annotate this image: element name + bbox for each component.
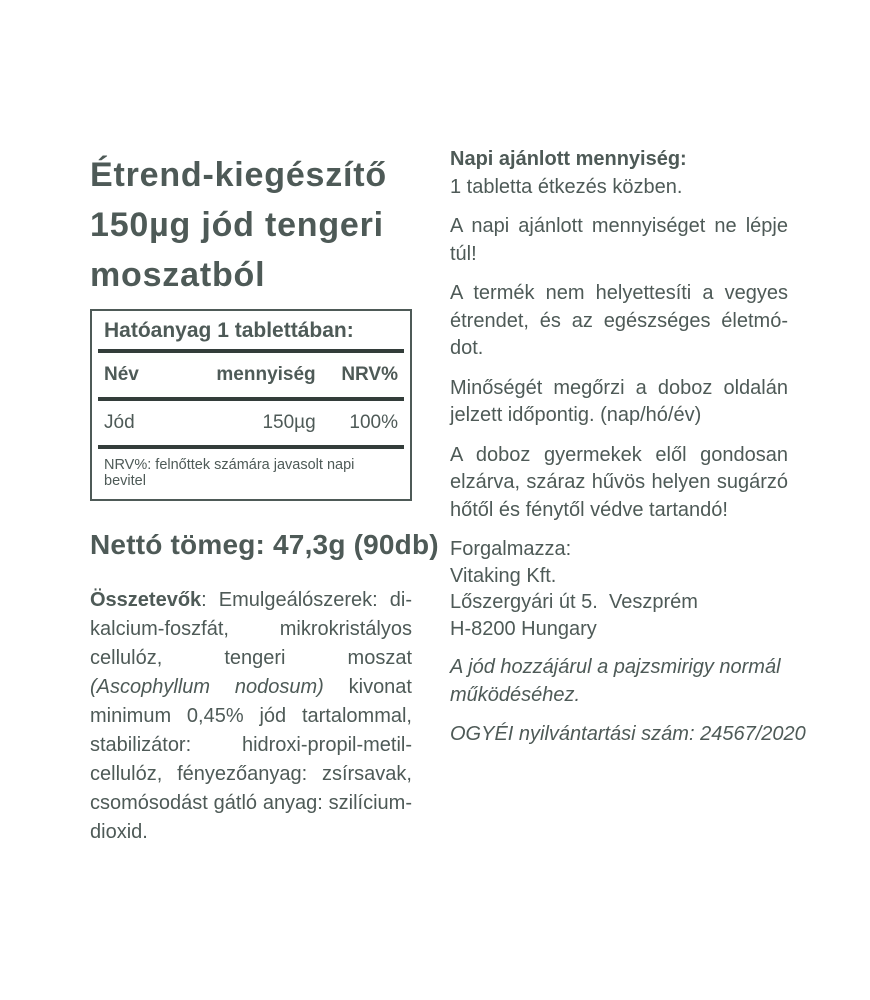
table-footnote: NRV%: felnőttek számára javasolt napi bevitel	[104, 457, 355, 489]
table-header-row	[92, 353, 410, 397]
ingredients-label: Összetevők	[90, 589, 202, 611]
table-title: Hatóanyag 1 tablettában:	[104, 319, 354, 342]
ingredient-nrv: 100%	[349, 412, 398, 433]
ingredients-latin-name: (Ascophyllum nodosum)	[90, 676, 324, 698]
dosage-heading: Napi ajánlott mennyiség:	[450, 148, 687, 170]
distributor-block	[450, 536, 788, 642]
best-before-note: Minőségét megőrzi a doboz oldalán jelzett időpontig. (nap/hó/év)	[450, 376, 788, 426]
health-claim: A jód hozzájárul a pajzsmirigy normál működéséhez.	[450, 656, 781, 706]
ingredients-text-before-latin: Emulgeálószerek: dikalcium-foszfát, mikrokristályos cellulóz, tengeri moszat	[90, 589, 412, 669]
right-column	[450, 146, 806, 761]
limit-warning: A napi ajánlott mennyiséget ne lépje túl!	[450, 215, 788, 265]
active-ingredient-table	[90, 309, 412, 501]
distributor-street: Lőszergyári út 5. Veszprém	[450, 591, 698, 613]
ingredients-paragraph	[90, 586, 412, 847]
column-header-nrv: NRV%	[341, 364, 398, 385]
net-weight: Nettó tömeg: 47,3g (90db)	[90, 529, 439, 560]
left-column	[90, 150, 439, 847]
ingredients-separator: :	[201, 589, 219, 611]
distributor-company: Vitaking Kft.	[450, 564, 557, 587]
distributor-heading: Forgalmazza:	[450, 538, 572, 560]
product-title	[90, 150, 412, 300]
diet-disclaimer: A termék nem helyettesíti a vegyes étrendet, és az egészséges életmódot.	[450, 282, 788, 359]
dosage-block	[450, 146, 788, 201]
column-header-amount: mennyiség	[216, 364, 316, 385]
ingredient-amount: 150µg	[262, 412, 316, 433]
dosage-text: 1 tabletta étkezés közben.	[450, 175, 683, 198]
column-header-name: Név	[104, 364, 139, 385]
registration-number: OGYÉI nyilvántartási szám: 24567/2020	[450, 723, 806, 745]
table-row	[92, 401, 410, 445]
product-title-line-1: Étrend-kiegészítő	[90, 156, 387, 194]
ingredients-text-after-latin: kivonat minimum 0,45% jód tartalommal, stabilizátor: hidroxi-propil-metil-cellulóz, fényezőanyag: zsírsavak, csomósodást gátló anyag: szilícium-dioxid.	[90, 676, 412, 843]
ingredient-name: Jód	[104, 412, 135, 433]
product-title-line-2: 150µg jód tengeri	[90, 206, 384, 244]
storage-warning: A doboz gyermekek elől gondosan elzárva, száraz hűvös helyen sugárzó hőtől és fénytől védve tartandó!	[450, 443, 788, 521]
distributor-country: H-8200 Hungary	[450, 617, 597, 640]
product-title-line-3: moszatból	[90, 256, 266, 294]
